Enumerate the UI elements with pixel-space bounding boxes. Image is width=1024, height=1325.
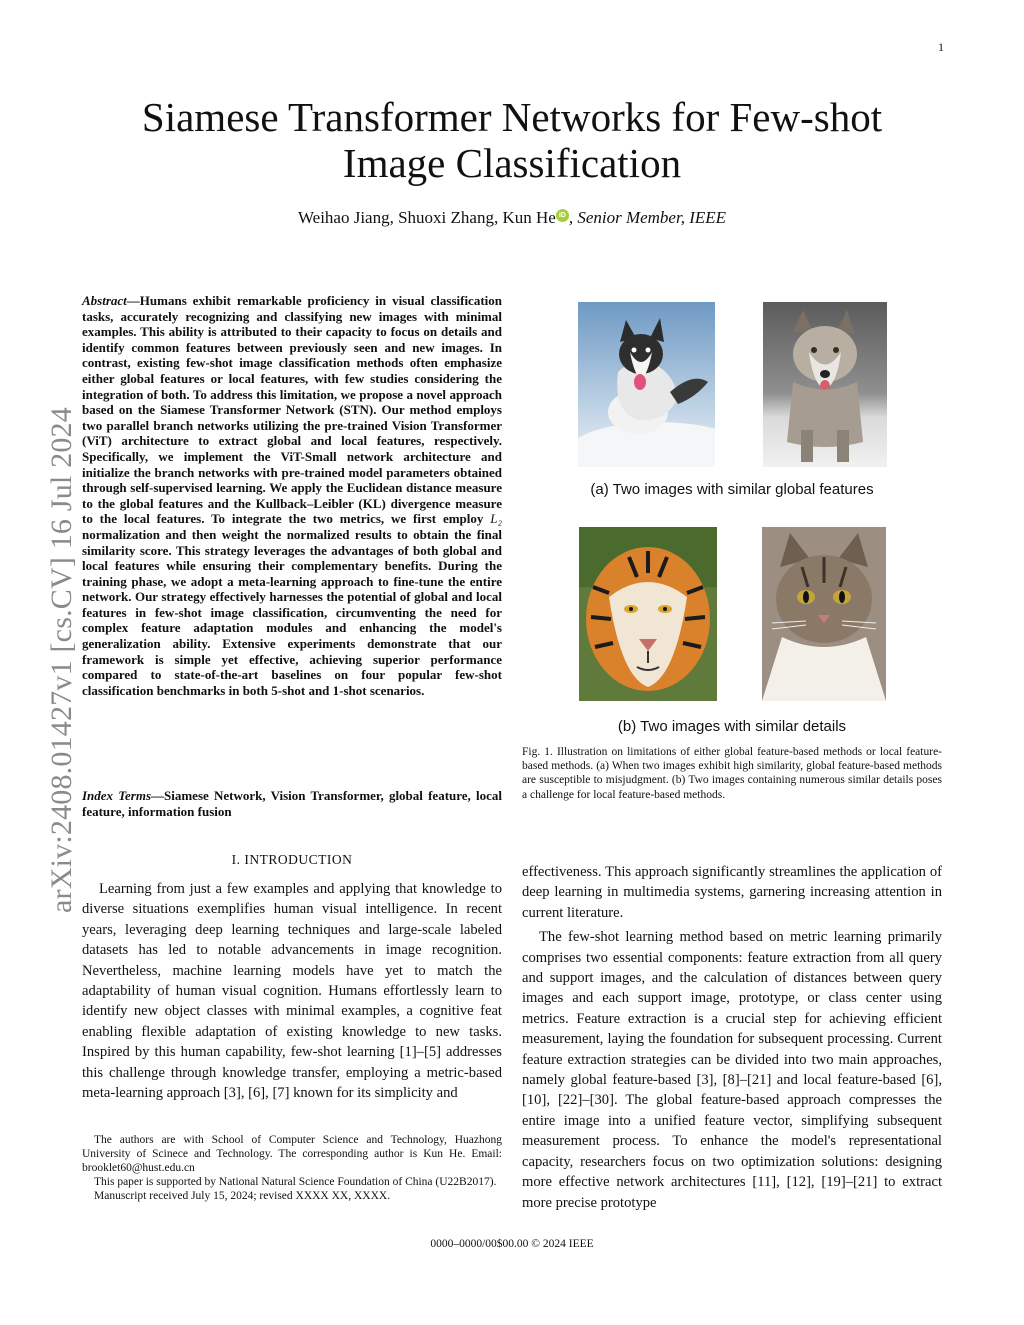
author-line bbox=[0, 208, 1024, 228]
husky-image bbox=[578, 302, 715, 467]
arxiv-stamp: arXiv:2408.01427v1 [cs.CV] 16 Jul 2024 bbox=[45, 407, 78, 913]
section-numeral: I. bbox=[231, 852, 245, 867]
intro-paragraph: Learning from just a few examples and applying that knowledge to diverse situations exemplifies human visual intelligence. In recent years, leveraging deep learning techniques and large-scale labeled datasets has led to notable advancements in image recognition. Nevertheless, machine learning models have yet to match the adaptability of human visual cognition. Humans effortlessly learn to identify new object classes with minimal examples, a cognitive feat enabling flexible adaptation of existing knowledge to new tasks. Inspired by this human capability, few-shot learning [1]–[5] addresses this challenge through knowledge transfer, employing a metric-based meta-learning approach [3], [6], [7] known for its simplicity and bbox=[82, 881, 502, 1102]
right-paragraph-1: effectiveness. This approach significantly streamlines the application of deep learning in multimedia systems, garnering increasing attention in current literature. bbox=[522, 864, 942, 921]
right-paragraph-2: The few-shot learning method based on metric learning primarily comprises two essential components: feature extraction from all query and support images, and the calculation of distances between query images and each support image, prototype, or class center using metrics. Feature extraction is a crucial step for achieving efficient measurement, laying the foundation for subsequent processing. Current feature extraction strategies can be divided into two main approaches, namely global feature-based [3], [8]–[21] and local feature-based [6], [10], [22]–[30]. The global feature-based approach compresses the entire image into a unified feature vector, simplifying subsequent measurement process. To enhance the model's representational capacity, researchers focus on two optimization solutions: designing more effective network architectures [11], [12], [19]–[21] to extract more precise prototype bbox=[522, 929, 942, 1211]
wolf-image bbox=[763, 302, 887, 467]
orcid-icon[interactable]: iD bbox=[556, 209, 569, 222]
copyright-footer: 0000–0000/00$00.00 © 2024 IEEE bbox=[430, 1238, 594, 1250]
subcaption-b: (b) Two images with similar details bbox=[617, 718, 847, 735]
abstract-label: Abstract bbox=[82, 293, 127, 308]
author-names: Weihao Jiang, Shuoxi Zhang, Kun He bbox=[297, 208, 556, 227]
title-line-2: Image Classification bbox=[342, 140, 682, 186]
footnotes bbox=[82, 1133, 502, 1203]
paper-title bbox=[0, 94, 1024, 186]
cat-image bbox=[762, 527, 886, 701]
page-number: 1 bbox=[938, 40, 944, 54]
index-terms-text: —Siamese Network, Vision Transformer, global feature, local feature, information fusion bbox=[82, 788, 503, 819]
author-membership: , Senior Member, IEEE bbox=[568, 208, 727, 227]
footnote-manuscript: Manuscript received July 15, 2024; revised XXXX XX, XXXX. bbox=[94, 1190, 391, 1202]
abstract-math-l2: L₂ bbox=[490, 511, 502, 527]
subcaption-a: (a) Two images with similar global features bbox=[590, 481, 874, 498]
abstract-text-1: —Humans exhibit remarkable proficiency in visual classification tasks, accurately recognizing and classifying new images with minimal examples. This ability is attributed to their capacity to focus on details and identify common features between previously seen and new images. In contrast, existing few-shot image classification methods often emphasize either global features or local features, with few studies considering the integration of both. To address this limitation, we propose a novel approach based on the Siamese Transformer Network (STN). Our method employs two parallel branch networks utilizing the pre-trained Vision Transformer (ViT) architecture to extract global and local features, respectively. Specifically, we implement the ViT-Small network architecture and initialize the branch networks with pre-trained model parameters obtained through self-supervised learning. We apply the Euclidean distance measure to the global features and the Kullback–Leibler (KL) divergence measure to the local features. To integrate the two metrics, we first employ bbox=[82, 293, 502, 527]
abstract-text-2: normalization and then weight the normalized results to obtain the final similarity score. This strategy leverages the advantages of both global and local features while ensuring their complementary benefits. During the training phase, we adopt a meta-learning approach to fine-tune the entire network. Our strategy effectively harnesses the potential of global and local features in few-shot image classification, circumventing the need for complex feature adaptation modules and enhancing the model's generalization ability. Extensive experiments demonstrate that our framework is simple yet effective, achieving superior performance compared to state-of-the-art baselines on four popular few-shot classification benchmarks in both 5-shot and 1-shot scenarios. bbox=[82, 526, 502, 698]
abstract bbox=[82, 293, 502, 698]
right-column-body bbox=[522, 862, 942, 1213]
intro-body bbox=[82, 879, 502, 1103]
section-initial: I bbox=[244, 852, 250, 867]
figure-caption bbox=[522, 745, 942, 802]
footnote-funding: This paper is supported by National Natural Science Foundation of China (U22B2017). bbox=[94, 1176, 497, 1188]
tiger-image bbox=[579, 527, 717, 701]
section-title-rest: NTRODUCTION bbox=[249, 852, 353, 867]
section-heading bbox=[82, 852, 502, 868]
index-terms-label: Index Terms bbox=[82, 788, 152, 803]
index-terms bbox=[82, 788, 502, 819]
figure-caption-text: Illustration on limitations of either global feature-based methods or local feature-based methods. (a) When two images exhibit high similarity, global feature-based methods are susceptible to misjudgment. (b) Two images containing numerous similar details poses a challenge for local feature-based methods. bbox=[522, 746, 942, 801]
figure-caption-label: Fig. 1. bbox=[522, 746, 553, 758]
footnote-affiliation: The authors are with School of Computer Science and Technology, Huazhong University of Scinece and Technology. The corresponding author is Kun He. Email: brooklet60@hust.edu.cn bbox=[82, 1134, 502, 1174]
title-line-1: Siamese Transformer Networks for Few-shot bbox=[141, 94, 883, 140]
